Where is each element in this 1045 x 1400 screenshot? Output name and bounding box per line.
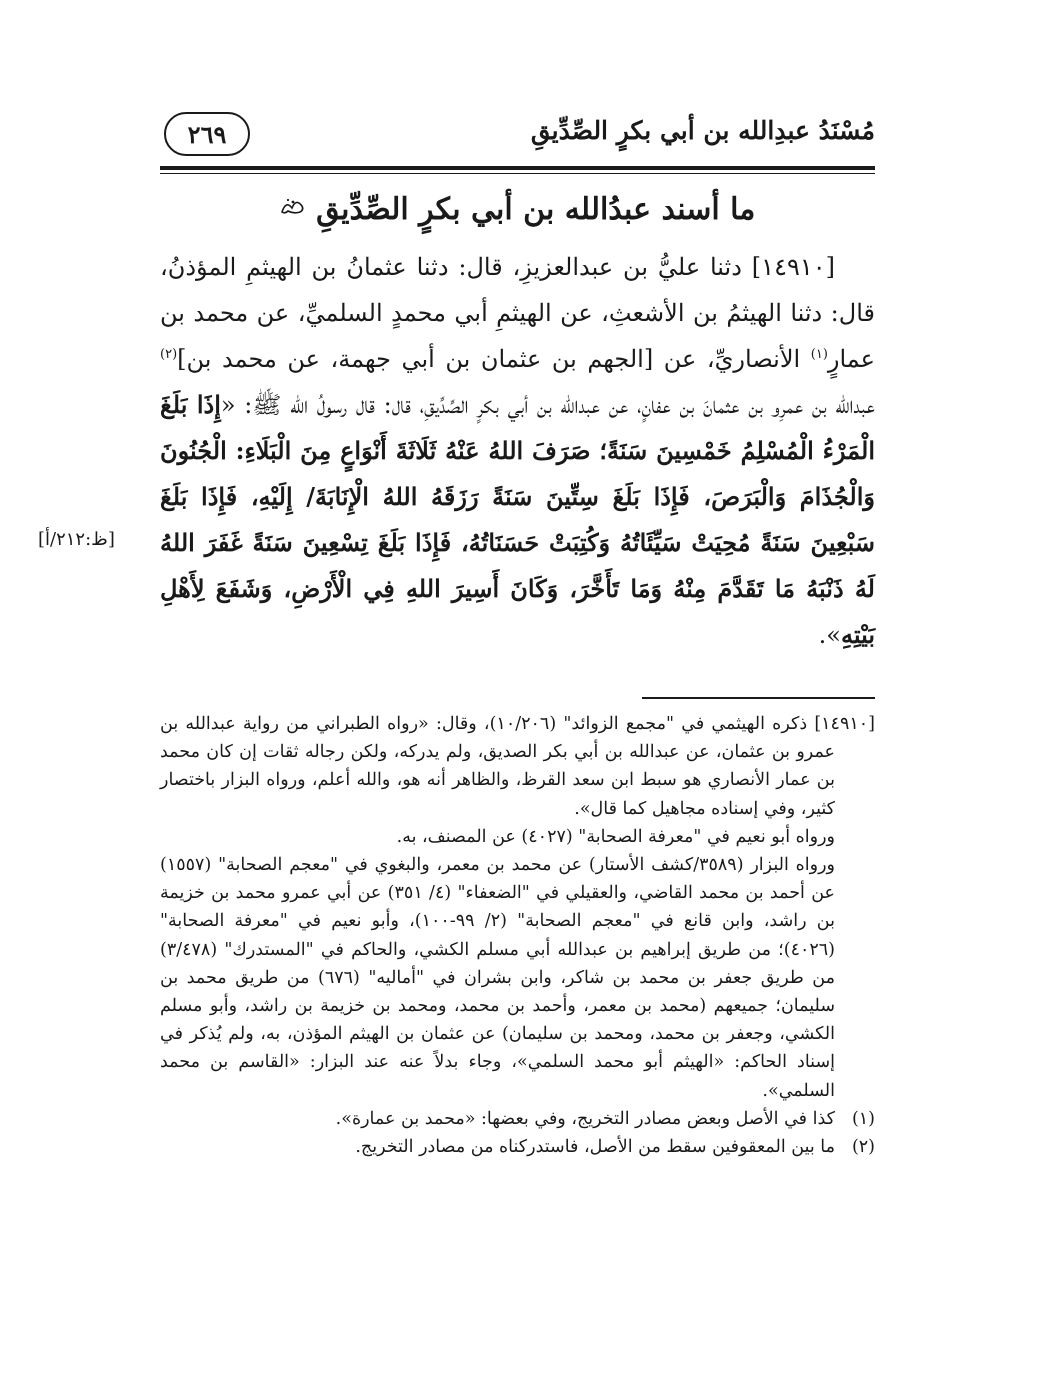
footnote-2-number: (٢) xyxy=(851,1137,875,1158)
footnote-1-text: كذا في الأصل وبعض مصادر التخريج، وفي بعضها: «محمد بن عمارة». xyxy=(335,1108,835,1129)
page-header xyxy=(160,110,875,164)
footnotes xyxy=(160,710,875,1161)
isnad-part-3: عبدالله بن عمرِو بن عثمانَ بن عفانٍ، عن عبدالله بن أبي بكرٍ الصِّدِّيقِ، قال: قال رسولُ الله ﷺ: « xyxy=(220,391,875,419)
isnad-part-2: الأنصاريِّ، عن [الجهم بن عثمان بن أبي جهمة، عن محمد بن] xyxy=(177,345,801,373)
page-number-badge: ٢٦٩ xyxy=(164,112,250,156)
header-rule-thick xyxy=(160,166,875,170)
footnote-2 xyxy=(160,1133,875,1161)
header-rule-thin xyxy=(160,173,875,174)
section-title xyxy=(160,192,875,227)
section-title-text: ما أسند عبدُالله بن أبي بكرٍ الصِّدِّيقِ xyxy=(316,192,756,227)
footnote-1-number: (١) xyxy=(851,1108,875,1129)
hadith-paragraph xyxy=(160,244,875,658)
paragraph-reference: [١٤٩١٠] xyxy=(751,253,835,281)
main-text xyxy=(160,244,875,658)
footnote-marker-1[interactable]: (١) xyxy=(810,347,828,362)
takhrij-paragraph-3: ورواه البزار (٣٥٨٩/كشف الأستار) عن محمد بن معمر، والبغوي في "معجم الصحابة" (١٥٥٧) عن أحمد بن محمد القاضي، والعقيلي في "الضعفاء" (٤/ ٣٥١) عن أبي عمرو محمد بن خزيمة بن راشد، وابن قانع في "معجم الصحابة" (٢/ ٩٩-١٠٠)، وأبو نعيم في "معرفة الصحابة" (٤٠٢٦)؛ من طريق إبراهيم بن عبدالله أبي مسلم الكشي، والحاكم في "المستدرك" (٣/٤٧٨) من طريق جعفر بن محمد بن شاكر، وابن بشران في "أماليه" (٦٧٦) من طريق محمد بن سليمان؛ جميعهم (محمد بن معمر، وأحمد بن محمد، ومحمد بن خزيمة بن راشد، وأبو مسلم الكشي، وجعفر بن محمد، ومحمد بن سليمان) عن عثمان بن الهيثم المؤذن، به، ولم يُذكر في إسناد الحاكم: «الهيثم أبو محمد السلمي»، وجاء بدلاً عنه عند البزار: «القاسم بن محمد السلمي». xyxy=(160,855,836,1101)
isnad-part-1: دثنا عليُّ بن عبدالعزيزِ، قال: دثنا عثمانُ بن الهيثمِ المؤذنُ، قال: دثنا الهيثمُ بن الأشعثِ، عن الهيثمِ أبي محمدٍ السلميِّ، عن محمد بن عمارٍ xyxy=(160,253,875,373)
running-title: مُسْنَدُ عبدِالله بن أبي بكرٍ الصِّدِّيقِ xyxy=(530,116,875,145)
manuscript-margin-reference: [ظ:٢١٢/أ] xyxy=(38,529,115,550)
footnote-separator xyxy=(642,697,875,699)
hadith-closing: ». xyxy=(818,621,841,649)
footnote-2-text: ما بين المعقوفين سقط من الأصل، فاستدركناه من مصادر التخريج. xyxy=(355,1137,835,1158)
footnote-marker-2[interactable]: (٢) xyxy=(160,347,178,362)
takhrij-paragraph-2: ورواه أبو نعيم في "معرفة الصحابة" (٤٠٢٧) عن المصنف، به. xyxy=(396,826,835,847)
honorific-seal-icon xyxy=(280,196,306,216)
footnote-1 xyxy=(160,1105,875,1133)
hadith-text: إِذَا بَلَغَ الْمَرْءُ الْمُسْلِمُ خَمْسِينَ سَنَةً؛ صَرَفَ اللهُ عَنْهُ ثَلَاثَةَ أَنْوَاعٍ مِنَ الْبَلَاءِ: الْجُنُونَ وَالْجُذَامَ وَالْبَرَصَ، فَإِذَا بَلَغَ سِتِّينَ سَنَةً رَزَقَهُ اللهُ الْإِنَابَةَ/ إِلَيْهِ، فَإِذَا بَلَغَ سَبْعِينَ سَنَةً مُحِيَتْ سَيِّئَاتُهُ وَكُتِبَتْ حَسَنَاتُهُ، فَإِذَا بَلَغَ تِسْعِينَ سَنَةً غَفَرَ اللهُ لَهُ ذَنْبَهُ مَا تَقَدَّمَ مِنْهُ وَمَا تَأَخَّرَ، وَكَانَ أَسِيرَ اللهِ فِي الْأَرْضِ، وَشَفَعَ لِأَهْلِ بَيْتِهِ xyxy=(160,390,875,649)
takhrij-paragraph-1: [١٤٩١٠] ذكره الهيثمي في "مجمع الزوائد" (١٠/٢٠٦)، وقال: «رواه الطبراني من رواية عبدالله بن عمرو بن عثمان، عن عبدالله بن أبي بكر الصديق، ولم يدركه، ولكن رجاله ثقات إن كان محمد بن عمار الأنصاري هو سبط ابن سعد القرظ، والظاهر أنه هو، والله أعلم، ورواه البزار باختصار كثير، وفي إسناده مجاهيل كما قال». xyxy=(160,714,875,819)
